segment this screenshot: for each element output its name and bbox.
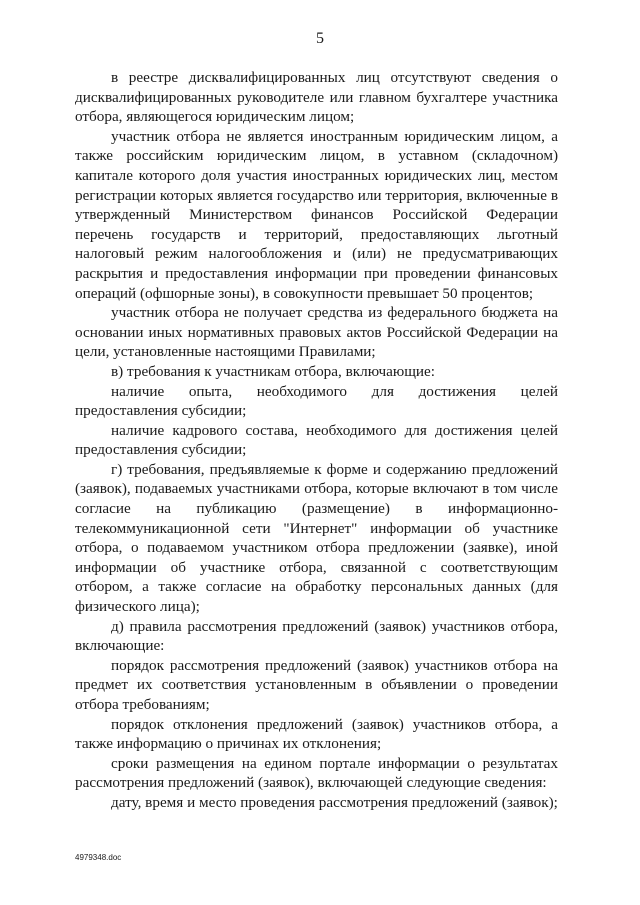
paragraph-publication-deadlines: сроки размещения на едином портале информации о результатах рассмотрения предложений (заявок), включающей следующие сведения: [75, 754, 558, 792]
paragraph-foreign-legal-entity: участник отбора не является иностранным юридическим лицом, а также российским юридическим лицом, в уставном (складочном) капитале которого доля участия иностранных юридических лиц, местом регистрации которых является государство или территория, включенные в утвержденный Министерством финансов Российской Федерации перечень государств и территорий, предоставляющих льготный налоговый режим налогообложения и (или) не предусматривающих раскрытия и предоставления информации при проведении финансовых операций (офшорные зоны), в совокупности превышает 50 процентов; [75, 127, 558, 302]
page-number: 5 [316, 30, 324, 47]
paragraph-review-rules: д) правила рассмотрения предложений (заявок) участников отбора, включающие: [75, 617, 558, 655]
paragraph-experience: наличие опыта, необходимого для достижения целей предоставления субсидии; [75, 382, 558, 420]
paragraph-rejection-procedure: порядок отклонения предложений (заявок) участников отбора, а также информацию о причинах их отклонения; [75, 715, 558, 753]
paragraph-disqualified-persons-registry: в реестре дисквалифицированных лиц отсутствуют сведения о дисквалифицированных руководителе или главном бухгалтере участника отбора, являющегося юридическим лицом; [75, 69, 558, 126]
paragraph-review-procedure: порядок рассмотрения предложений (заявок) участников отбора на предмет их соответствия установленным в объявлении о проведении отбора требованиям; [75, 656, 558, 713]
paragraph-federal-budget-funds: участник отбора не получает средства из федерального бюджета на основании иных нормативных правовых актов Российской Федерации на цели, установленные настоящими Правилами; [75, 304, 558, 361]
document-file-footer: 4979348.doc [75, 853, 122, 862]
paragraph-review-date-time-place: дату, время и место проведения рассмотрения предложений (заявок); [111, 793, 558, 811]
paragraph-staff: наличие кадрового состава, необходимого для достижения целей предоставления субсидии; [75, 421, 558, 459]
paragraph-participant-requirements: в) требования к участникам отбора, включающие: [111, 362, 436, 380]
document-body [75, 68, 558, 813]
paragraph-proposal-form-requirements: г) требования, предъявляемые к форме и содержанию предложений (заявок), подаваемых участниками отбора, которые включают в том числе согласие на публикацию (размещение) в информационно-телекоммуникационной сети "Интернет" информации об участнике отбора, о подаваемом участником отбора предложении (заявке), иной информации об участнике отбора, связанной с соответствующим отбором, а также согласие на обработку персональных данных (для физического лица); [75, 460, 558, 616]
